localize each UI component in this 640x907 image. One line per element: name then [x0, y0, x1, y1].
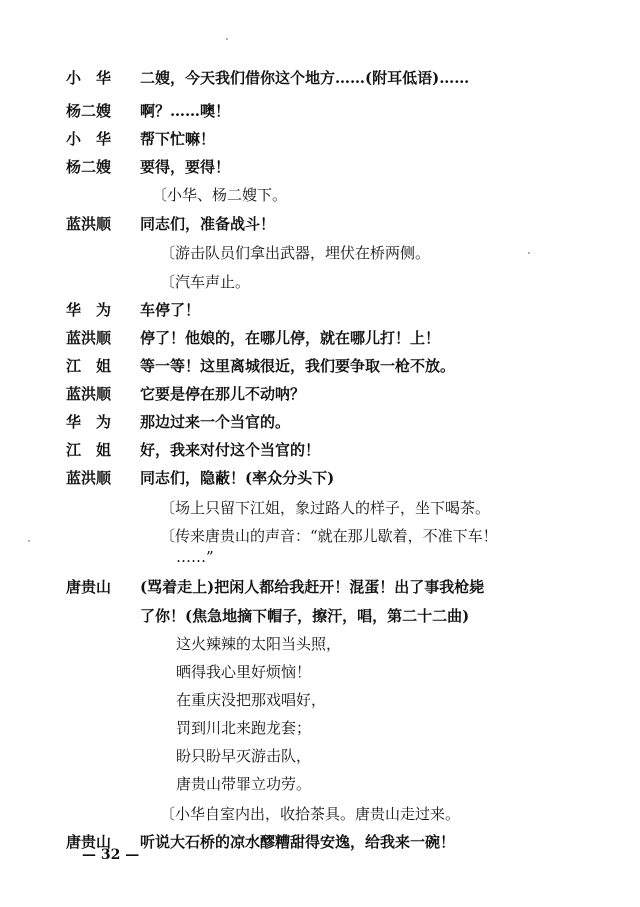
dialogue-text: (骂着走上)把闲人都给我赶开！混蛋！出了事我枪毙	[140, 578, 485, 596]
speaker-name: 蓝洪顺	[66, 385, 112, 403]
song-verse: 这火辣辣的太阳当头照，	[176, 635, 342, 653]
dialogue-text: 二嫂，今天我们借你这个地方……(附耳低语)……	[140, 69, 470, 87]
dialogue-continuation: 了你！(焦急地摘下帽子，擦汗，唱，第二十二曲)	[140, 607, 470, 625]
dialogue-text: 帮下忙嘛！	[140, 130, 216, 148]
scan-speck	[226, 38, 228, 40]
scan-speck	[528, 252, 530, 254]
dialogue-text: 那边过来一个当官的。	[140, 413, 291, 431]
speaker-name: 江 姐	[66, 357, 112, 375]
speaker-name: 小 华	[66, 69, 112, 87]
stage-direction: 〔传来唐贵山的声音：“就在那儿歇着，不准下车！	[160, 527, 498, 545]
scan-speck	[28, 540, 30, 542]
dialogue-text: 同志们，准备战斗！	[140, 215, 276, 233]
dialogue-text: 车停了！	[140, 301, 201, 319]
speaker-name: 蓝洪顺	[66, 329, 112, 347]
stage-direction: 〔游击队员们拿出武器，埋伏在桥两侧。	[160, 244, 431, 262]
speaker-name: 蓝洪顺	[66, 469, 112, 487]
song-verse: 盼只盼早灭游击队，	[176, 747, 312, 765]
stage-direction-continuation: ……”	[176, 548, 214, 566]
dialogue-text: 同志们，隐蔽！(率众分头下)	[140, 469, 335, 487]
song-verse: 在重庆没把那戏唱好，	[176, 691, 327, 709]
dialogue-text: 等一等！这里离城很近，我们要争取一枪不放。	[140, 357, 456, 375]
song-verse: 晒得我心里好烦恼！	[176, 663, 312, 681]
page-number: — 32 —	[82, 847, 140, 863]
speaker-name: 小 华	[66, 130, 112, 148]
speaker-name: 杨二嫂	[66, 102, 112, 120]
stage-direction: 〔场上只留下江姐，象过路人的样子，坐下喝茶。	[160, 499, 491, 517]
stage-direction: 〔小华、杨二嫂下。	[152, 186, 288, 204]
dialogue-text: 要得，要得！	[140, 158, 231, 176]
dialogue-text: 听说大石桥的凉水醪糟甜得安逸，给我来一碗！	[140, 833, 456, 851]
stage-direction: 〔小华自室内出，收拾茶具。唐贵山走过来。	[160, 805, 461, 823]
song-verse: 罚到川北来跑龙套；	[176, 719, 312, 737]
dialogue-text: 停了！他娘的，在哪儿停，就在哪儿打！上！	[140, 329, 441, 347]
speaker-name: 蓝洪顺	[66, 215, 112, 233]
speaker-name: 唐贵山	[66, 578, 112, 596]
speaker-name: 杨二嫂	[66, 158, 112, 176]
speaker-name: 华 为	[66, 413, 112, 431]
speaker-name: 华 为	[66, 301, 112, 319]
dialogue-text: 它要是停在那儿不动呐？	[140, 385, 306, 403]
stage-direction: 〔汽车声止。	[160, 273, 251, 291]
speaker-name: 江 姐	[66, 441, 112, 459]
dialogue-text: 啊？……噢！	[140, 102, 231, 120]
dialogue-text: 好，我来对付这个当官的！	[140, 441, 321, 459]
song-verse: 唐贵山带罪立功劳。	[176, 775, 312, 793]
speaker-name: 唐贵山	[66, 833, 112, 851]
